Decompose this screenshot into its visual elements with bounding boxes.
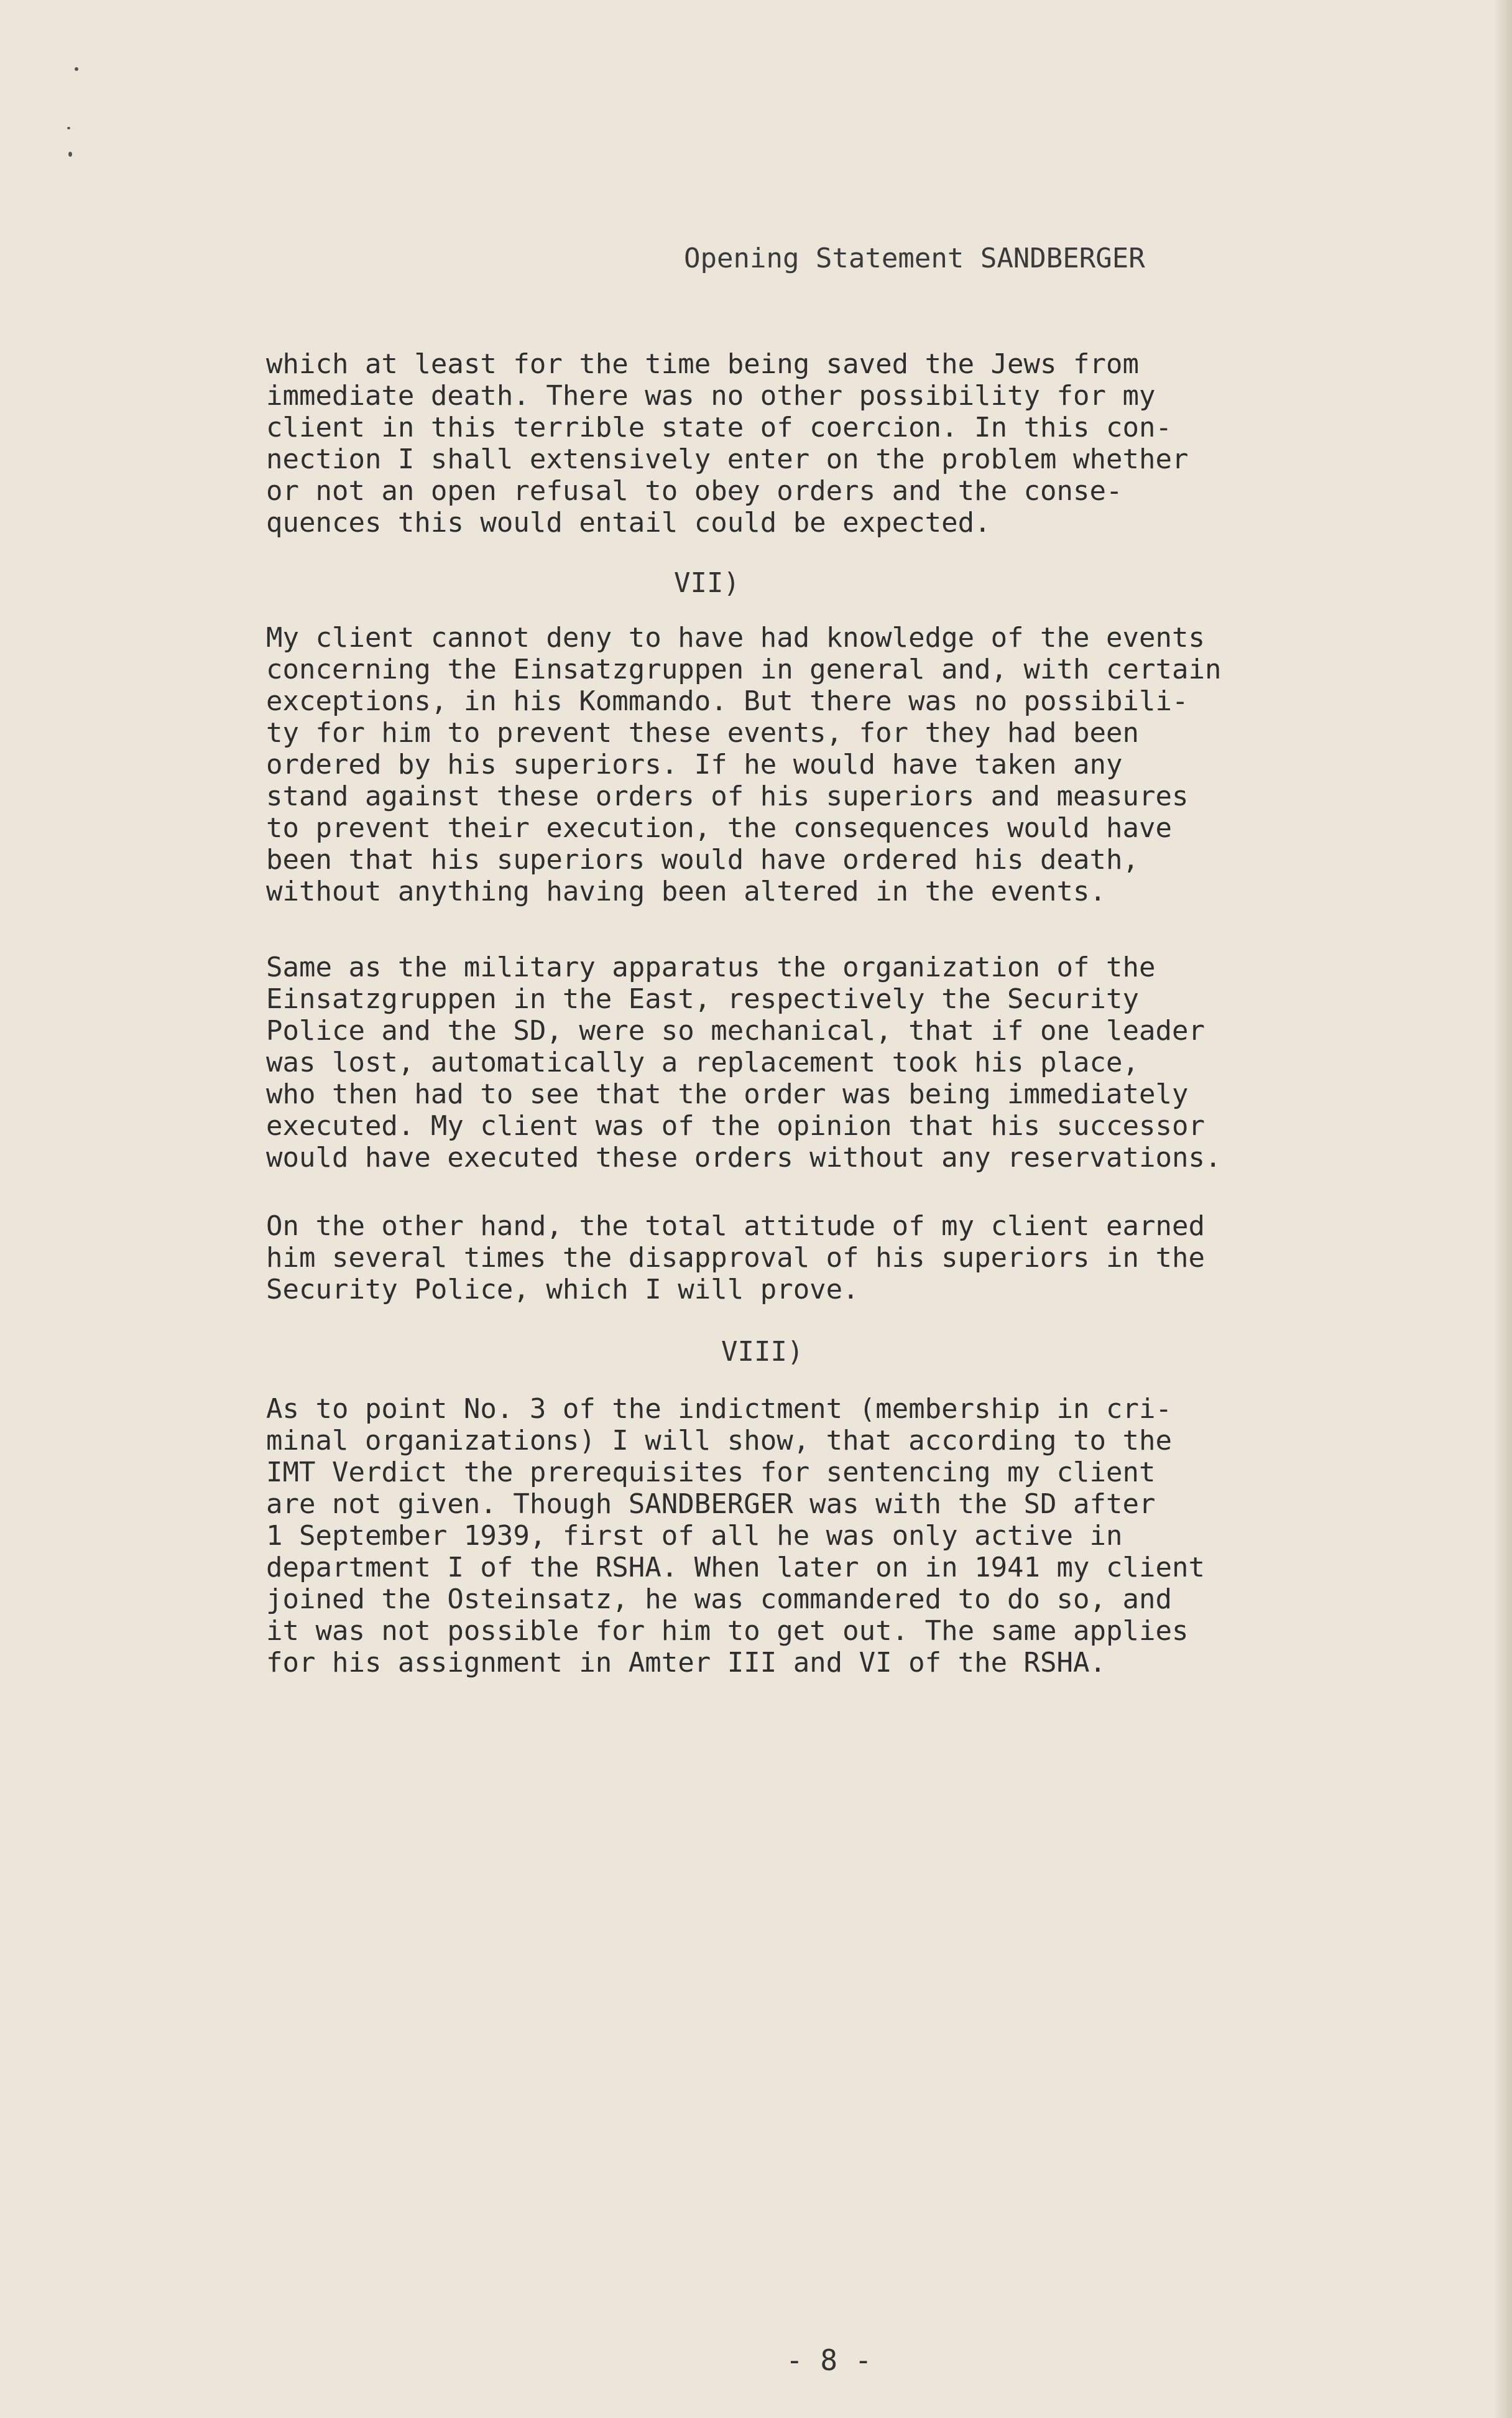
paragraph-5: As to point No. 3 of the indictment (membership in cri- minal organizations) I will show, that according to the IMT Verdict the prerequisites for sentencing my client are not given. Though SANDBERGER was with the SD after 1 September 1939, first of all he was only active in department I of the RSHA. When later on in 1941 my client joined the Osteinsatz, he was commandered to do so, and it was not possible for him to get out. The same applies for his assignment in Amter III and VI of the RSHA. [266,1393,1205,1679]
margin-speck-middle [67,127,70,129]
page-number: - 8 - [786,2343,872,2377]
margin-speck-top [75,67,78,71]
paragraph-3: Same as the military apparatus the organization of the Einsatzgruppen in the East, respectively the Security Police and the SD, were so mechanical, that if one leader was lost, automatically a replacement took his place, who then had to see that the order was being immediately executed. My client was of the opinion that his successor would have executed these orders without any reservations. [266,952,1222,1174]
page-edge-shadow [1493,0,1512,2418]
paragraph-4: On the other hand, the total attitude of my client earned him several times the disapproval of his superiors in the Security Police, which I will prove. [266,1210,1205,1305]
page-header: Opening Statement SANDBERGER [684,243,1145,274]
margin-speck-bottom [68,152,72,157]
section-heading-vii: VII) [674,567,740,599]
paragraph-2: My client cannot deny to have had knowledge of the events concerning the Einsatzgruppen in general and, with certain exceptions, in his Kommando. But there was no possibili- ty for him to prevent these events, for they had been ordered by his superiors. If he would have taken any stand against these orders of his superiors and measures to prevent their execution, the consequences would have been that his superiors would have ordered his death, without anything having been altered in the events. [266,622,1222,907]
section-heading-viii: VIII) [721,1336,804,1368]
paragraph-1: which at least for the time being saved the Jews from immediate death. There was no other possibility for my client in this terrible state of coercion. In this con- nection I shall extensively enter on the problem whether or not an open refusal to obey orders and the conse- quences this would entail could be expected. [266,348,1189,539]
